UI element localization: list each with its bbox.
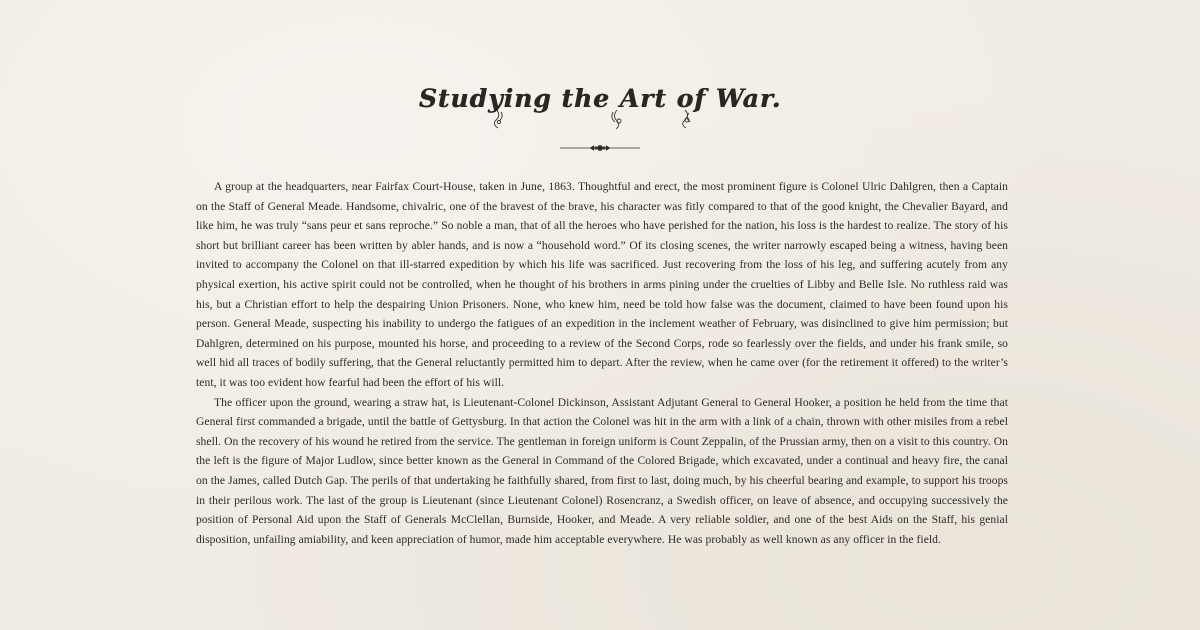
blackletter-flourish-icon <box>0 108 1200 130</box>
body-text <box>196 177 1008 549</box>
paragraph-dickinson: The officer upon the ground, wearing a straw hat, is Lieutenant-Colonel Dickinson, Assistant Adjutant General to General Hooker, a position he held from the time that General first commanded a brigade, until the battle of Gettysburg. In that action the Colonel was hit in the arm with a link of a chain, thrown with other misiles from a rebel shell. On the recovery of his wound he retired from the service. The gentleman in foreign uniform is Count Zeppalin, of the Prussian army, then on a visit to this country. On the left is the figure of Major Ludlow, since better known as the General in Command of the Colored Brigade, which excavated, under a continual and heavy fire, the canal on the James, called Dutch Gap. The perils of that undertaking he faithfully shared, from first to last, doing much, by his cheerful bearing and example, to support his troops in their perilous work. The last of the group is Lieutenant (since Lieutenant Colonel) Rosencranz, a Swedish officer, on leave of absence, and occupying successively the position of Personal Aid upon the Staff of Generals McClellan, Burnside, Hooker, and Meade. A very reliable soldier, and one of the best Aids on the Staff, his genial disposition, unfailing amiability, and keen appreciation of humor, made him acceptable everywhere. He was probably as well known as any officer in the field. <box>196 395 1008 546</box>
paragraph-dahlgren: A group at the headquarters, near Fairfax Court-House, taken in June, 1863. Thoughtful and erect, the most prominent figure is Colonel Ulric Dahlgren, then a Captain on the Staff of General Meade. Handsome, chivalric, one of the bravest of the brave, his character was fitly compared to that of the good knight, the Chevalier Bayard, and like him, he was truly “sans peur et sans reproche.” So noble a man, that of all the heroes who have perished for the nation, his loss is the hardest to realize. The story of his short but brilliant career has been written by abler hands, and is now a “household word.” Of its closing scenes, the writer narrowly escaped being a witness, having been invited to accompany the Colonel on that ill-starred expedition by which his life was sacrificed. Just recovering from the loss of his leg, and suffering acutely from any physical exertion, his active spirit could not be controlled, when he thought of his brothers in arms pining under the cruelties of Libby and Belle Isle. No ruthless raid was his, but a Christian effort to help the despairing Union Prisoners. None, who knew him, need be told how false was the document, claimed to have been found upon his person. General Meade, suspecting his inability to undergo the fatigues of an expedition in the inclement weather of February, was disinclined to give him permission; but Dahlgren, determined on his purpose, mounted his horse, and proceeding to a review of the Second Corps, rode so fearlessly over the fields, and under his frank smile, so well hid all traces of bodily suffering, that the General reluctantly permitted him to depart. After the review, when he came over (for the retirement it offered) to the writer’s tent, it was too evident how fearful had been the effort of his will. <box>196 180 1008 389</box>
document-title: Studying the Art of War. <box>418 84 782 113</box>
ornamental-rule-icon <box>560 141 640 155</box>
